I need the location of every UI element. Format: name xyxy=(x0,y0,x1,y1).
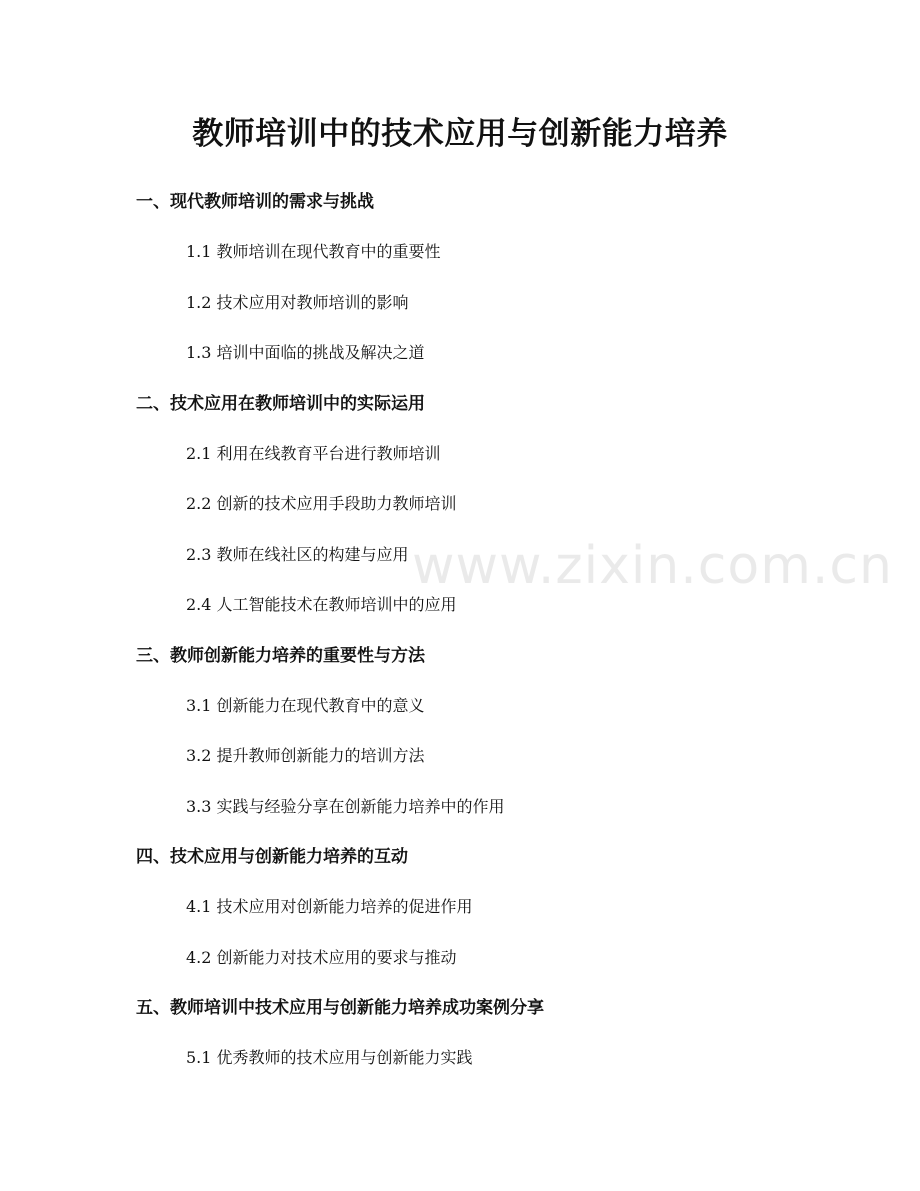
subsection-list xyxy=(0,236,920,388)
toc-section-5 xyxy=(0,992,920,1093)
subsection-item: 2.1 利用在线教育平台进行教师培训 xyxy=(186,443,441,463)
section-heading: 三、教师创新能力培养的重要性与方法 xyxy=(136,645,425,666)
subsection-item: 2.4 人工智能技术在教师培训中的应用 xyxy=(186,595,457,614)
subsection-list xyxy=(0,438,920,640)
watermark: www.zixin.com.cn xyxy=(412,536,893,596)
subsection-list xyxy=(0,1042,920,1093)
document-title: 教师培训中的技术应用与创新能力培养 xyxy=(192,116,728,152)
table-of-contents xyxy=(0,186,920,1093)
section-heading: 五、教师培训中技术应用与创新能力培养成功案例分享 xyxy=(136,998,544,1018)
subsection-item: 2.3 教师在线社区的构建与应用 xyxy=(186,544,409,564)
subsection-item: 1.3 培训中面临的挑战及解决之道 xyxy=(186,343,425,362)
subsection-item: 3.3 实践与经验分享在创新能力培养中的作用 xyxy=(186,796,505,816)
toc-section-1 xyxy=(0,186,920,388)
subsection-item: 1.2 技术应用对教师培训的影响 xyxy=(186,292,409,312)
section-heading: 四、技术应用与创新能力培养的互动 xyxy=(136,847,408,867)
subsection-item: 4.1 技术应用对创新能力培养的促进作用 xyxy=(186,897,473,916)
subsection-item: 2.2 创新的技术应用手段助力教师培训 xyxy=(186,494,457,513)
subsection-item: 5.1 优秀教师的技术应用与创新能力实践 xyxy=(186,1048,473,1067)
toc-section-3 xyxy=(0,640,920,842)
subsection-item: 3.2 提升教师创新能力的培训方法 xyxy=(186,746,425,765)
toc-section-2 xyxy=(0,388,920,640)
subsection-list xyxy=(0,891,920,992)
subsection-item: 1.1 教师培训在现代教育中的重要性 xyxy=(186,242,441,261)
subsection-list xyxy=(0,690,920,842)
subsection-item: 4.2 创新能力对技术应用的要求与推动 xyxy=(186,947,457,967)
subsection-item: 3.1 创新能力在现代教育中的意义 xyxy=(186,695,425,715)
toc-section-4 xyxy=(0,841,920,992)
section-heading: 二、技术应用在教师培训中的实际运用 xyxy=(136,393,425,414)
section-heading: 一、现代教师培训的需求与挑战 xyxy=(136,192,374,212)
